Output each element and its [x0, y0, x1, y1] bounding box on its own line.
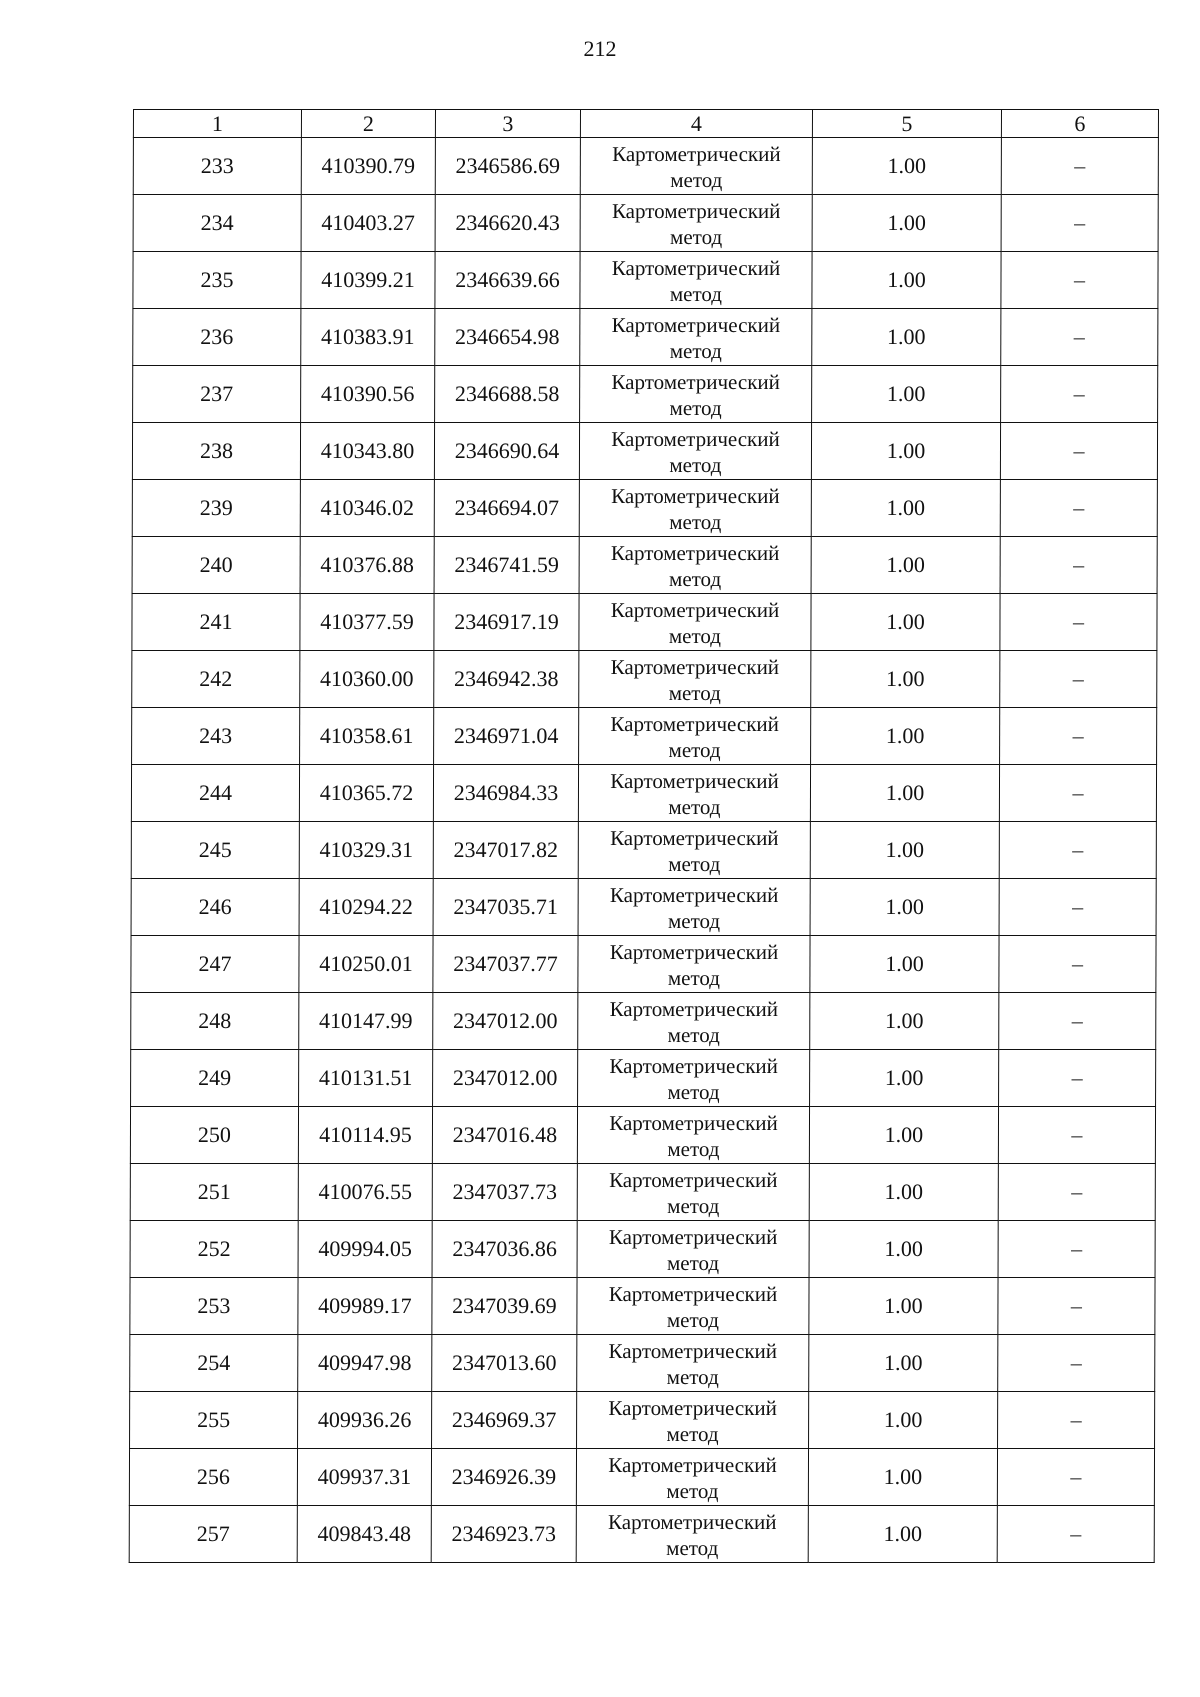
accuracy-cell: 1.00: [810, 936, 999, 993]
method-line-2: метод: [670, 167, 723, 192]
table-header: [133, 110, 1158, 138]
column-header-2: 2: [301, 110, 435, 138]
point-number-cell: 243: [132, 708, 300, 765]
method-line-2: метод: [668, 908, 721, 933]
column-header-1: 1: [133, 110, 301, 138]
accuracy-cell: 1.00: [811, 651, 1000, 708]
method-line-1: Картометрический: [611, 312, 781, 337]
column-header-3: 3: [435, 110, 580, 138]
accuracy-cell: 1.00: [811, 480, 1000, 537]
method-line-1: Картометрический: [610, 654, 780, 679]
method-line-1: Картометрический: [612, 141, 781, 166]
method-line-1: Картометрический: [608, 1224, 778, 1249]
method-cell: [580, 195, 812, 252]
accuracy-cell: 1.00: [812, 138, 1001, 195]
y-coordinate-cell: 2346694.07: [434, 480, 579, 537]
method-line-2: метод: [667, 1079, 720, 1104]
note-cell: –: [999, 879, 1156, 936]
point-number-cell: 237: [133, 366, 301, 423]
x-coordinate-cell: 410131.51: [299, 1050, 433, 1107]
accuracy-cell: 1.00: [809, 1335, 998, 1392]
method-cell: [577, 1335, 809, 1392]
method-cell: [577, 1164, 809, 1221]
note-cell: –: [1001, 366, 1158, 423]
method-cell: [577, 1392, 809, 1449]
method-cell: [579, 651, 811, 708]
note-cell: –: [1000, 480, 1157, 537]
table-row: [131, 822, 1156, 879]
method-cell: [580, 252, 812, 309]
method-cell: [578, 822, 810, 879]
method-line-1: Картометрический: [611, 483, 780, 508]
method-line-2: метод: [667, 965, 721, 990]
note-cell: –: [999, 1050, 1156, 1107]
method-line-1: Картометрический: [608, 1395, 777, 1420]
note-cell: –: [998, 1164, 1155, 1221]
method-line-1: Картометрический: [609, 882, 779, 907]
table-row: [129, 1506, 1154, 1563]
y-coordinate-cell: 2347037.77: [433, 936, 578, 993]
note-cell: –: [997, 1506, 1154, 1563]
note-cell: –: [999, 822, 1156, 879]
table-row: [133, 195, 1158, 252]
table-row: [133, 252, 1158, 309]
accuracy-cell: 1.00: [811, 594, 1000, 651]
y-coordinate-cell: 2346917.19: [434, 594, 579, 651]
accuracy-cell: 1.00: [812, 309, 1001, 366]
method-line-1: Картометрический: [610, 540, 780, 565]
point-number-cell: 253: [130, 1278, 298, 1335]
table-row: [132, 423, 1157, 480]
method-line-1: Картометрический: [609, 1110, 778, 1135]
method-line-2: метод: [669, 509, 722, 534]
header-row: [133, 110, 1158, 138]
method-cell: [578, 1050, 810, 1107]
method-line-2: метод: [669, 566, 722, 591]
y-coordinate-cell: 2347036.86: [432, 1221, 577, 1278]
accuracy-cell: 1.00: [812, 366, 1001, 423]
x-coordinate-cell: 409936.26: [298, 1392, 432, 1449]
note-cell: –: [998, 1278, 1155, 1335]
method-cell: [580, 366, 812, 423]
table-row: [133, 138, 1158, 195]
y-coordinate-cell: 2346586.69: [435, 138, 580, 195]
point-number-cell: 238: [132, 423, 300, 480]
accuracy-cell: 1.00: [809, 1107, 998, 1164]
method-line-1: Картометрический: [610, 825, 779, 850]
table-row: [131, 1050, 1156, 1107]
y-coordinate-cell: 2346688.58: [435, 366, 580, 423]
method-line-2: метод: [666, 1364, 719, 1389]
method-cell: [577, 1221, 809, 1278]
point-number-cell: 245: [131, 822, 299, 879]
note-cell: –: [999, 765, 1156, 822]
x-coordinate-cell: 410390.79: [301, 138, 435, 195]
y-coordinate-cell: 2346942.38: [434, 651, 579, 708]
table-row: [133, 366, 1158, 423]
x-coordinate-cell: 409843.48: [297, 1506, 431, 1563]
x-coordinate-cell: 409937.31: [297, 1449, 431, 1506]
note-cell: –: [998, 1335, 1155, 1392]
method-line-2: метод: [666, 1250, 720, 1275]
method-line-2: метод: [669, 338, 722, 363]
method-line-2: метод: [668, 737, 721, 762]
table-row: [130, 1278, 1155, 1335]
accuracy-cell: 1.00: [811, 708, 1000, 765]
method-line-2: метод: [668, 680, 721, 705]
x-coordinate-cell: 410329.31: [299, 822, 433, 879]
table-row: [131, 936, 1156, 993]
method-line-2: метод: [669, 395, 722, 420]
note-cell: –: [1000, 708, 1157, 765]
method-line-2: метод: [668, 623, 722, 648]
y-coordinate-cell: 2346984.33: [433, 765, 578, 822]
note-cell: –: [997, 1449, 1154, 1506]
x-coordinate-cell: 410390.56: [301, 366, 435, 423]
y-coordinate-cell: 2346969.37: [432, 1392, 577, 1449]
method-line-1: Картометрический: [611, 426, 780, 451]
x-coordinate-cell: 410343.80: [300, 423, 434, 480]
method-cell: [579, 708, 811, 765]
accuracy-cell: 1.00: [809, 1164, 998, 1221]
column-header-5: 5: [812, 110, 1001, 138]
point-number-cell: 241: [132, 594, 300, 651]
accuracy-cell: 1.00: [810, 993, 999, 1050]
y-coordinate-cell: 2347016.48: [432, 1107, 577, 1164]
y-coordinate-cell: 2346639.66: [435, 252, 580, 309]
x-coordinate-cell: 410250.01: [299, 936, 433, 993]
table-row: [132, 651, 1157, 708]
point-number-cell: 233: [133, 138, 301, 195]
table-row: [131, 993, 1156, 1050]
column-header-4: 4: [580, 110, 812, 138]
method-line-2: метод: [669, 452, 722, 477]
x-coordinate-cell: 410365.72: [299, 765, 433, 822]
accuracy-cell: 1.00: [809, 1278, 998, 1335]
method-line-2: метод: [667, 1136, 720, 1161]
note-cell: –: [998, 1392, 1155, 1449]
table-row: [132, 480, 1157, 537]
x-coordinate-cell: 410358.61: [300, 708, 434, 765]
y-coordinate-cell: 2347017.82: [433, 822, 578, 879]
method-line-1: Картометрический: [608, 1338, 778, 1363]
x-coordinate-cell: 410294.22: [299, 879, 433, 936]
method-cell: [579, 423, 811, 480]
method-cell: [578, 879, 810, 936]
accuracy-cell: 1.00: [811, 537, 1000, 594]
x-coordinate-cell: 409947.98: [298, 1335, 432, 1392]
point-number-cell: 240: [132, 537, 300, 594]
table-row: [132, 708, 1157, 765]
method-line-2: метод: [666, 1535, 719, 1560]
method-line-2: метод: [669, 281, 723, 306]
table-row: [132, 594, 1157, 651]
point-number-cell: 255: [130, 1392, 298, 1449]
method-line-1: Картометрический: [608, 1509, 777, 1534]
method-cell: [579, 594, 811, 651]
method-line-1: Картометрический: [611, 369, 780, 394]
note-cell: –: [999, 936, 1156, 993]
y-coordinate-cell: 2346654.98: [435, 309, 580, 366]
y-coordinate-cell: 2346971.04: [434, 708, 579, 765]
accuracy-cell: 1.00: [810, 822, 999, 879]
point-number-cell: 257: [129, 1506, 297, 1563]
point-number-cell: 239: [132, 480, 300, 537]
method-line-1: Картометрический: [609, 1167, 778, 1192]
point-number-cell: 254: [130, 1335, 298, 1392]
method-cell: [576, 1449, 808, 1506]
table-row: [130, 1221, 1155, 1278]
method-cell: [579, 480, 811, 537]
table-row: [131, 765, 1156, 822]
point-number-cell: 235: [133, 252, 301, 309]
method-line-1: Картометрический: [608, 1452, 777, 1477]
point-number-cell: 247: [131, 936, 299, 993]
point-number-cell: 249: [131, 1050, 299, 1107]
table-row: [131, 879, 1156, 936]
note-cell: –: [1001, 138, 1158, 195]
x-coordinate-cell: 410076.55: [298, 1164, 432, 1221]
table-row: [130, 1335, 1155, 1392]
method-line-2: метод: [668, 794, 721, 819]
accuracy-cell: 1.00: [808, 1506, 997, 1563]
y-coordinate-cell: 2346923.73: [431, 1506, 576, 1563]
point-number-cell: 251: [130, 1164, 298, 1221]
x-coordinate-cell: 410377.59: [300, 594, 434, 651]
table-row: [130, 1392, 1155, 1449]
accuracy-cell: 1.00: [810, 765, 999, 822]
x-coordinate-cell: 410403.27: [301, 195, 435, 252]
x-coordinate-cell: 409994.05: [298, 1221, 432, 1278]
point-number-cell: 234: [133, 195, 301, 252]
y-coordinate-cell: 2347039.69: [432, 1278, 577, 1335]
column-header-6: 6: [1001, 110, 1158, 138]
method-line-1: Картометрический: [610, 768, 779, 793]
accuracy-cell: 1.00: [812, 252, 1001, 309]
note-cell: –: [1000, 594, 1157, 651]
x-coordinate-cell: 410147.99: [299, 993, 433, 1050]
method-line-1: Картометрический: [610, 597, 780, 622]
method-line-2: метод: [670, 224, 723, 249]
x-coordinate-cell: 410399.21: [301, 252, 435, 309]
x-coordinate-cell: 410383.91: [301, 309, 435, 366]
coordinates-table: [129, 109, 1159, 1563]
point-number-cell: 252: [130, 1221, 298, 1278]
table-row: [129, 1449, 1154, 1506]
note-cell: –: [1001, 252, 1158, 309]
point-number-cell: 250: [130, 1107, 298, 1164]
point-number-cell: 244: [131, 765, 299, 822]
y-coordinate-cell: 2346741.59: [434, 537, 579, 594]
accuracy-cell: 1.00: [809, 1392, 998, 1449]
y-coordinate-cell: 2347012.00: [433, 993, 578, 1050]
method-cell: [577, 1107, 809, 1164]
accuracy-cell: 1.00: [808, 1449, 997, 1506]
table-row: [133, 309, 1158, 366]
y-coordinate-cell: 2347012.00: [433, 1050, 578, 1107]
x-coordinate-cell: 410360.00: [300, 651, 434, 708]
y-coordinate-cell: 2346690.64: [434, 423, 579, 480]
note-cell: –: [1000, 537, 1157, 594]
method-line-2: метод: [666, 1307, 719, 1332]
table-row: [130, 1107, 1155, 1164]
y-coordinate-cell: 2346926.39: [431, 1449, 576, 1506]
x-coordinate-cell: 409989.17: [298, 1278, 432, 1335]
method-cell: [577, 1278, 809, 1335]
point-number-cell: 256: [129, 1449, 297, 1506]
table-row: [132, 537, 1157, 594]
x-coordinate-cell: 410346.02: [300, 480, 434, 537]
method-cell: [578, 765, 810, 822]
note-cell: –: [998, 1221, 1155, 1278]
note-cell: –: [999, 993, 1156, 1050]
note-cell: –: [998, 1107, 1155, 1164]
note-cell: –: [1001, 195, 1158, 252]
y-coordinate-cell: 2347035.71: [433, 879, 578, 936]
note-cell: –: [1000, 651, 1157, 708]
method-cell: [578, 993, 810, 1050]
y-coordinate-cell: 2346620.43: [435, 195, 580, 252]
note-cell: –: [1000, 423, 1157, 480]
method-line-2: метод: [667, 1193, 720, 1218]
accuracy-cell: 1.00: [810, 1050, 999, 1107]
method-cell: [580, 138, 812, 195]
method-cell: [578, 936, 810, 993]
method-line-1: Картометрический: [611, 255, 781, 280]
note-cell: –: [1001, 309, 1158, 366]
y-coordinate-cell: 2347013.60: [432, 1335, 577, 1392]
method-line-1: Картометрический: [609, 939, 779, 964]
page-number: 212: [583, 36, 617, 61]
method-cell: [576, 1506, 808, 1563]
method-line-2: метод: [666, 1478, 719, 1503]
table-body: [129, 138, 1158, 1563]
accuracy-cell: 1.00: [809, 1221, 998, 1278]
y-coordinate-cell: 2347037.73: [432, 1164, 577, 1221]
accuracy-cell: 1.00: [812, 195, 1001, 252]
method-line-1: Картометрический: [609, 996, 779, 1021]
method-line-1: Картометрический: [611, 198, 781, 223]
method-cell: [579, 537, 811, 594]
accuracy-cell: 1.00: [811, 423, 1000, 480]
x-coordinate-cell: 410114.95: [298, 1107, 432, 1164]
method-line-2: метод: [668, 851, 721, 876]
point-number-cell: 246: [131, 879, 299, 936]
method-line-1: Картометрический: [608, 1281, 778, 1306]
method-cell: [580, 309, 812, 366]
method-line-2: метод: [666, 1421, 719, 1446]
point-number-cell: 236: [133, 309, 301, 366]
point-number-cell: 248: [131, 993, 299, 1050]
point-number-cell: 242: [132, 651, 300, 708]
method-line-1: Картометрический: [610, 711, 779, 736]
method-line-1: Картометрический: [609, 1053, 778, 1078]
accuracy-cell: 1.00: [810, 879, 999, 936]
x-coordinate-cell: 410376.88: [300, 537, 434, 594]
table-row: [130, 1164, 1155, 1221]
method-line-2: метод: [667, 1022, 720, 1047]
